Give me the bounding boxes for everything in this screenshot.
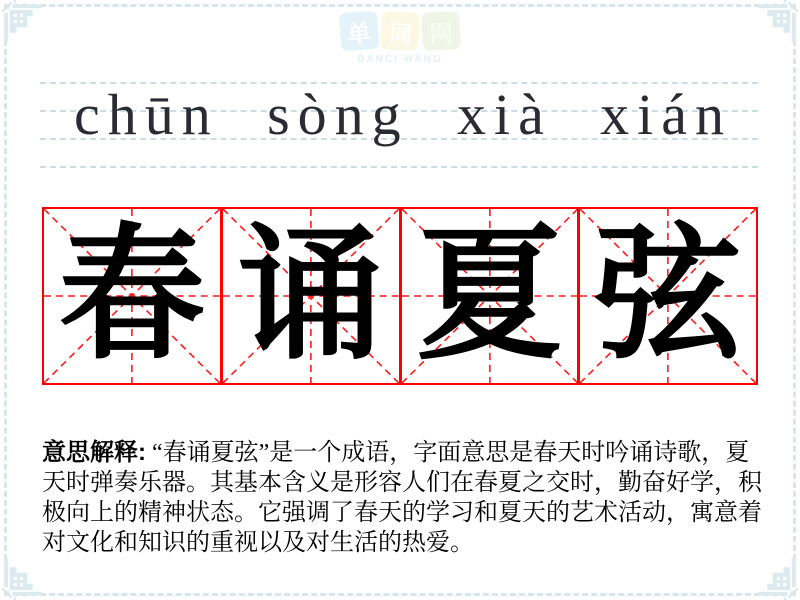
pinyin-text (40, 82, 758, 147)
logo-square-icon: 词 (380, 11, 420, 51)
pinyin-syllable: chūn (74, 82, 219, 147)
meaning-text: “春诵夏弦”是一个成语，字面意思是春天时吟诵诗歌，夏天时弹奏乐器。其基本含义是形容人们在春夏之交时，勤奋好学，积极向上的精神状态。它强调了春天的学习和夏天的艺术活动，寓意着对文化和知识的重视以及对生活的热爱。 (42, 440, 762, 556)
logo-squares (330, 12, 470, 50)
pinyin-syllable: xià (456, 82, 552, 147)
meaning-section (42, 438, 762, 558)
hanzi-character: 春 (58, 215, 205, 377)
hanzi-character: 弦 (595, 215, 742, 377)
pinyin-guide (40, 82, 758, 166)
logo-caption: DANCI WANG (357, 54, 443, 65)
logo-square-icon: 单 (339, 11, 380, 52)
logo-square-icon: 网 (421, 11, 461, 51)
hanzi-character: 夏 (416, 215, 563, 377)
pinyin-guide-line (40, 166, 758, 168)
character-cell (221, 207, 401, 385)
character-cell (400, 207, 580, 385)
corner-ornament-icon (750, 0, 800, 50)
hanzi-character: 诵 (237, 215, 384, 377)
site-logo (330, 12, 470, 65)
character-cell (578, 207, 758, 385)
character-cell (42, 207, 222, 385)
corner-ornament-icon (0, 0, 50, 50)
meaning-label: 意思解释: (42, 439, 146, 466)
character-grid (42, 207, 758, 385)
pinyin-syllable: sòng (267, 82, 409, 147)
pinyin-syllable: xián (600, 82, 732, 147)
